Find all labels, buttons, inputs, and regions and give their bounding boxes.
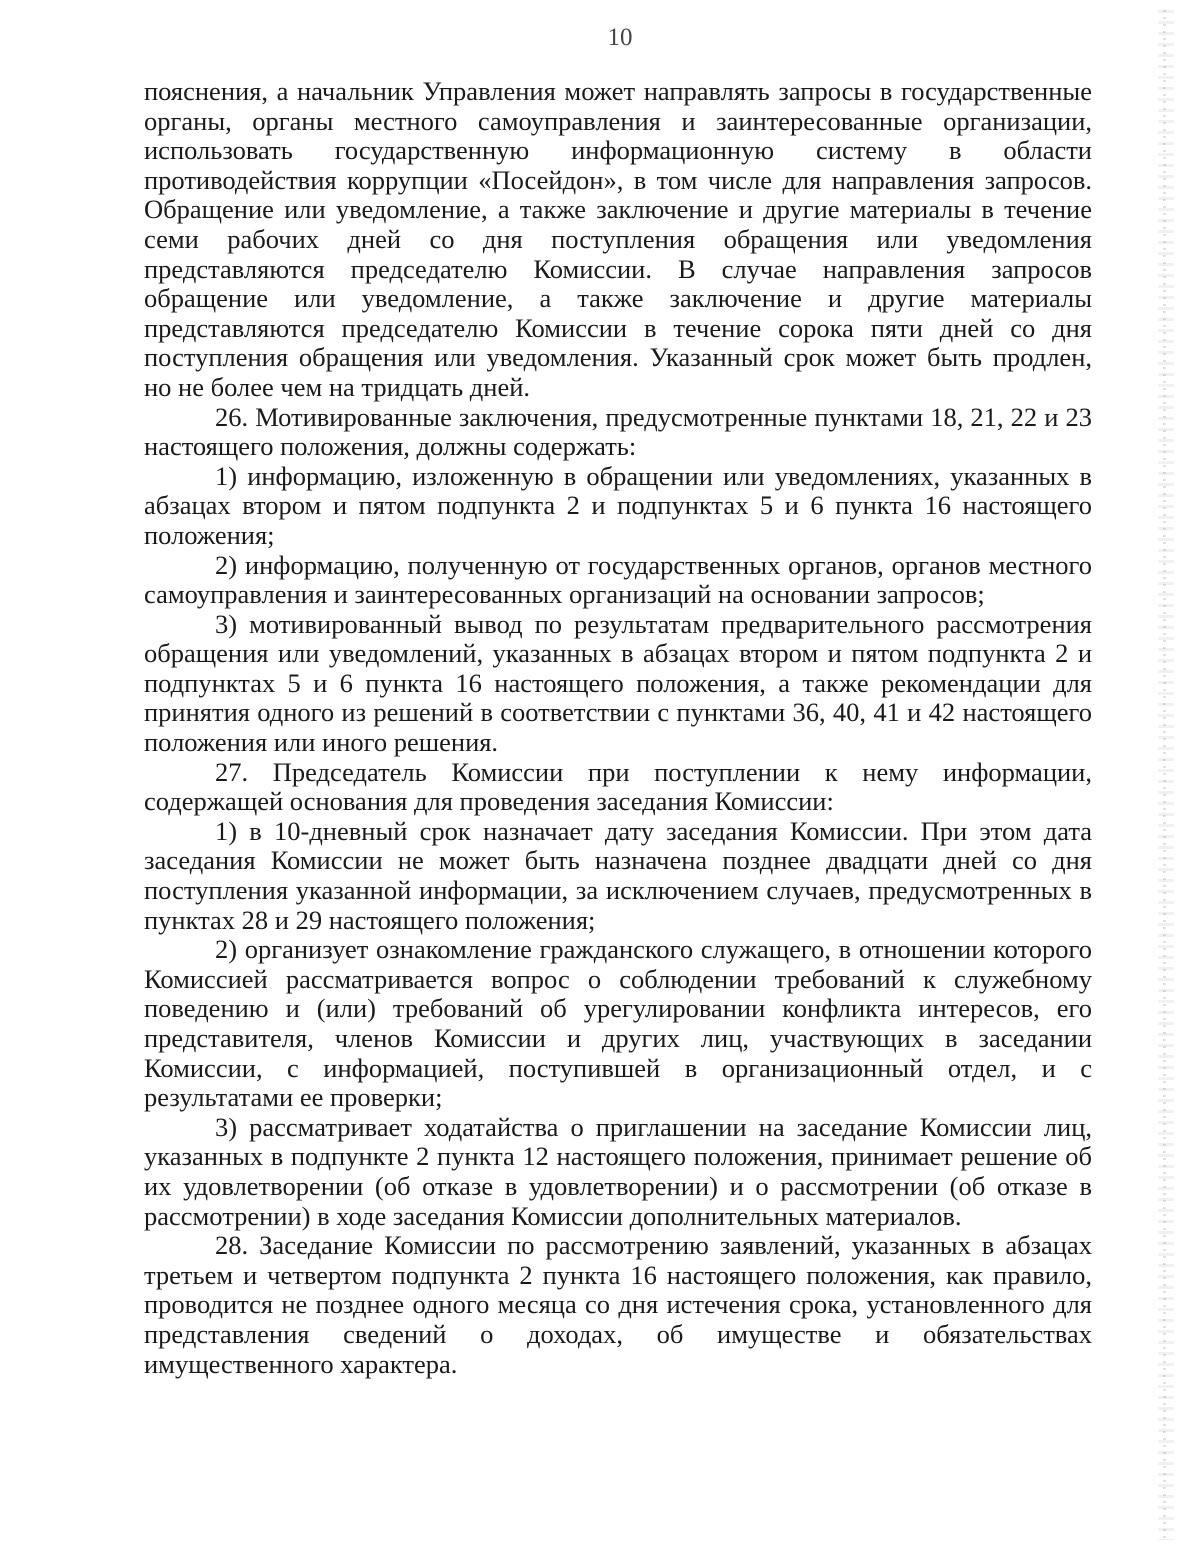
paragraph-item-27-2: 2) организует ознакомление гражданского служащего, в отношении которого Комиссией рассматривается вопрос о соблюдении требований к служебному поведению и (или) требований об урегулировании конфликта интересов, его представителя, членов Комиссии и других лиц, участвующих в заседании Комиссии, с информацией, поступившей в организационный отдел, и с результатами ее проверки;	[144, 934, 1092, 1113]
paragraph-item-27-1: 1) в 10-дневный срок назначает дату заседания Комиссии. При этом дата заседания Комиссии не может быть назначена позднее двадцати дней со дня поступления указанной информации, за исключением случаев, предусмотренных в пунктах 28 и 29 настоящего положения;	[144, 815, 1092, 935]
paragraph-item-27-3: 3) рассматривает ходатайства о приглашении на заседание Комиссии лиц, указанных в подпункте 2 пункта 12 настоящего положения, принимает решение об их удовлетворении (об отказе в удовлетворении) и о рассмотрении (об отказе в рассмотрении) в ходе заседания Комиссии дополнительных материалов.	[144, 1111, 1092, 1231]
page-number: 10	[607, 24, 633, 51]
paragraph-item-28: 28. Заседание Комиссии по рассмотрению заявлений, указанных в абзацах третьем и четвертом подпункта 2 пункта 16 настоящего положения, как правило, проводится не позднее одного месяца со дня истечения срока, установленного для представления сведений о доходах, об имуществе и обязательствах имущественного характера.	[144, 1230, 1092, 1379]
paragraph-item-26-1: 1) информацию, изложенную в обращении или уведомлениях, указанных в абзацах втором и пятом подпункта 2 и подпунктах 5 и 6 пункта 16 настоящего положения;	[144, 460, 1092, 550]
paragraph-item-26: 26. Мотивированные заключения, предусмотренные пунктами 18, 21, 22 и 23 настоящего положения, должны содержать:	[144, 401, 1092, 462]
document-body	[144, 77, 1092, 1379]
scan-edge-artifact	[1158, 10, 1174, 1540]
paragraph-item-27: 27. Председатель Комиссии при поступлении к нему информации, содержащей основания для проведения заседания Комиссии:	[144, 756, 1092, 817]
paragraph-continuation: пояснения, а начальник Управления может направлять запросы в государственные органы, органы местного самоуправления и заинтересованные организации, использовать государственную информационную систему в области противодействия коррупции «Посейдон», в том числе для направления запросов. Обращение или уведомление, а также заключение и другие материалы в течение семи рабочих дней со дня поступления обращения или уведомления представляются председателю Комиссии. В случае направления запросов обращение или уведомление, а также заключение и другие материалы представляются председателю Комиссии в течение сорока пяти дней со дня поступления обращения или уведомления. Указанный срок может быть продлен, но не более чем на тридцать дней.	[144, 76, 1092, 402]
paragraph-item-26-2: 2) информацию, полученную от государственных органов, органов местного самоуправления и заинтересованных организаций на основании запросов;	[144, 549, 1092, 610]
paragraph-item-26-3: 3) мотивированный вывод по результатам предварительного рассмотрения обращения или уведомлений, указанных в абзацах втором и пятом подпункта 2 и подпунктах 5 и 6 пункта 16 настоящего положения, а также рекомендации для принятия одного из решений в соответствии с пунктами 36, 40, 41 и 42 настоящего положения или иного решения.	[144, 608, 1092, 758]
